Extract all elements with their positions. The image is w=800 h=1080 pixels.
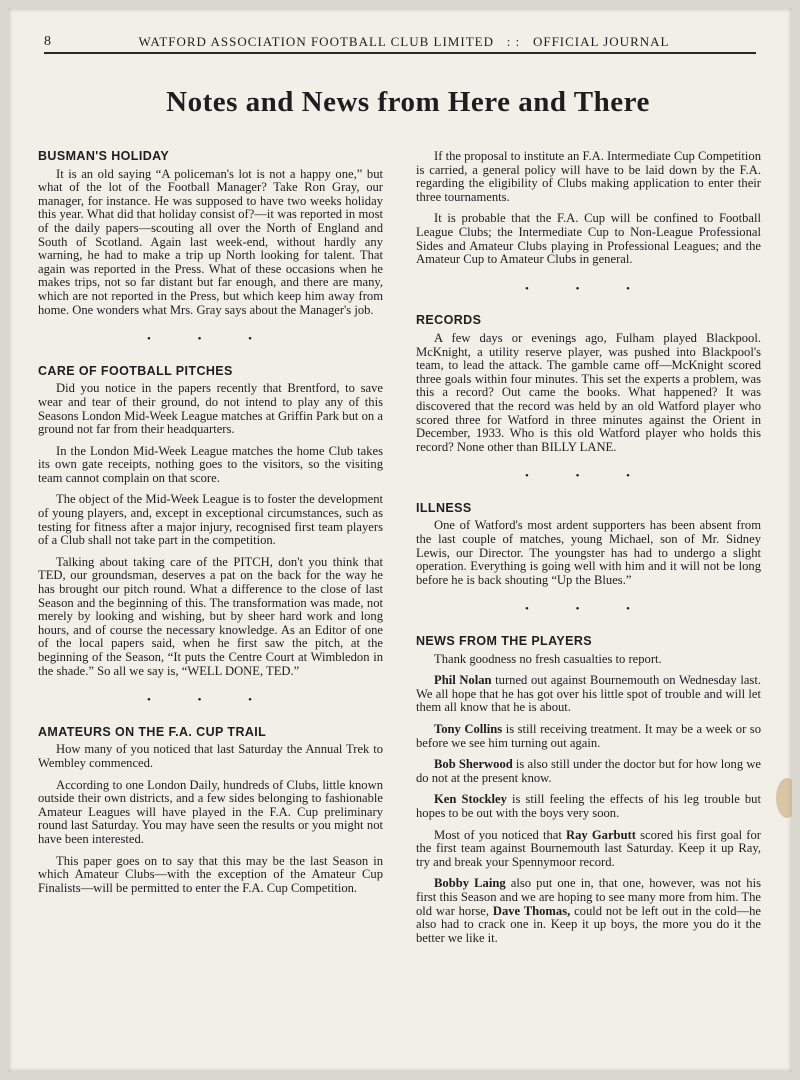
player-name: Phil Nolan: [434, 673, 492, 688]
amateurs-text-1: How many of you noticed that last Saturday the Annual Trek to Wembley commenced.: [38, 742, 383, 770]
pitches-text-2: In the London Mid-Week League matches the home Club takes its own gate receipts, nothing goes to the visitors, so the visiting team cannot complain on that score.: [38, 443, 383, 485]
player-name: Ray Garbutt: [566, 827, 636, 842]
left-column: [38, 150, 383, 903]
section-divider: • • •: [146, 694, 275, 707]
player-name: Bob Sherwood: [434, 757, 513, 772]
busman-text: It is an old saying “A policeman's lot is not a happy one,” but what of the lot of the Football Manager? Take Ron Gray, our manager, for instance. He was supposed to have two weeks holiday this year. What did that holiday consist of?—it was reported in most of the daily papers—scouting all over the North of England and South of Scotland. Again last week-end, without hardly any warning, he had to make a trip up North looking for talent. That again was reported in the Press. What of these occasions when he makes trips, not so far distant but far enough, and there are many, which are not reported in the Press, but which keep him away from home. One wonders what Mrs. Gray says about the Manager's job.: [38, 166, 383, 317]
records-text: A few days or evenings ago, Fulham played Blackpool. McKnight, a utility reserve player, was pushed into Blackpool's team, to lead the attack. The gamble came off—McKnight scored three goals within four minutes. This set the experts a problem, was this a record? Out came the books. What happened? It was discovered that the record was held by an old Watford player who scored three for Watford in three minutes against the Orient in December, 1933. Who is this old Watford player who holds this record? None other than BILLY LANE.: [416, 330, 761, 454]
players-intro: Thank goodness no fresh casualties to report.: [434, 651, 662, 666]
pitches-text-3: The object of the Mid-Week League is to foster the development of young players, and, except in exceptional circumstances, such as testing for fitness after a major injury, recognised first team players of a Club shall not take part in the competition.: [38, 492, 383, 548]
page-number: 8: [44, 34, 52, 49]
amateurs-text-2: According to one London Daily, hundreds of Clubs, little known outside their own districts, and a few sides belonging to fashionable Amateur Leagues will have played in the F.A. Cup preliminary round last Saturday. You may have seen the results or you might not have been interested.: [38, 777, 383, 846]
player-note-text: is still receiving treatment. It may be a week or so before we see him turning out again.: [416, 722, 761, 750]
players-heading: NEWS FROM THE PLAYERS: [416, 634, 593, 649]
section-divider: • • •: [524, 603, 653, 616]
player-note-text: also put one in, that one, however, was not his first this Season and we are hoping to see many more from him. The old war horse,: [416, 876, 761, 918]
illness-heading: ILLNESS: [416, 500, 472, 515]
amateurs-text-3: This paper goes on to say that this may be the last Season in which Amateur Clubs—with the exception of the Amateur Cup Finalists—will be permitted to enter the F.A. Cup Competition.: [38, 853, 383, 895]
player-note-text: scored his first goal for the first team against Bournemouth last Saturday. Keep it up Ray, try and break your Spennymoor record.: [416, 827, 761, 869]
pitches-heading: CARE OF FOOTBALL PITCHES: [38, 363, 233, 378]
section-divider: • • •: [146, 333, 275, 346]
player-note-stockley: [416, 793, 761, 820]
illness-text: One of Watford's most ardent supporters has been absent from the last couple of matches, young Michael, son of Mr. Sidney Lewis, our Director. The youngster has had to undergo a slight operation. Everything is going well with him and it will not be long before he is back shouting “Up the Blues.”: [416, 518, 761, 587]
player-name: Tony Collins: [434, 722, 503, 736]
section-divider: • • •: [524, 282, 653, 295]
right-column: [416, 150, 761, 953]
player-note-garbutt: [416, 829, 761, 870]
cup-text-1: If the proposal to institute an F.A. Intermediate Cup Competition is carried, a general policy will have to be laid down by the F.A. regarding the eligibility of Clubs making application to enter their three tournaments.: [416, 149, 761, 204]
pitches-text-4: Talking about taking care of the PITCH, don't you think that TED, our groundsman, deserves a pat on the back for the way he has brought our pitch round. What a difference to the close of last Season and the beginning of this. The transformation was made, not merely by looking and wishing, but by sheer hard work and long hours, and of course the necessary knowledge. As an Editor of one of the local papers said, when he first saw the pitch, at the beginning of the Season, “It puts the Centre Court at Wimbledon in the shade.” So all we say is, “WELL DONE, TED.”: [38, 554, 383, 678]
header-title: [52, 34, 756, 50]
player-note-nolan: [416, 674, 761, 715]
player-note-text: is still feeling the effects of his leg trouble but hopes to be out with the boys very soon.: [416, 792, 761, 820]
records-heading: RECORDS: [416, 313, 482, 328]
club-name: WATFORD ASSOCIATION FOOTBALL CLUB LIMITED: [138, 34, 494, 49]
paper-stain: [776, 778, 792, 818]
page-header: [44, 26, 756, 54]
header-separator: : :: [506, 34, 521, 49]
player-name: Dave Thomas,: [492, 903, 571, 918]
player-note-text: turned out against Bournemouth on Wednesday last. We all hope that he has got over his little spot of trouble and will let them all know that he is about.: [416, 673, 761, 715]
page-title: Notes and News from Here and There: [166, 86, 650, 118]
journal-page: [8, 8, 792, 1072]
player-note-sherwood: [416, 758, 761, 785]
player-name: Ken Stockley: [434, 792, 507, 807]
player-note-text: is also still under the doctor but for how long we do not at the present know.: [416, 757, 761, 785]
player-note-text: could not be left out in the cold—he also had to crack one in. Keep it up boys, the more you do it the better we like it.: [416, 903, 761, 945]
player-name: Bobby Laing: [434, 876, 506, 891]
amateurs-heading: AMATEURS ON THE F.A. CUP TRAIL: [38, 724, 267, 739]
busman-heading: BUSMAN'S HOLIDAY: [38, 149, 170, 163]
journal-name: OFFICIAL JOURNAL: [532, 34, 670, 49]
section-divider: • • •: [524, 470, 653, 483]
pitches-text-1: Did you notice in the papers recently that Brentford, to save wear and tear of their ground, do not intend to play any of this Seasons London Mid-Week League matches at Griffin Park but on a ground not far from their headquarters.: [38, 381, 383, 437]
cup-text-2: It is probable that the F.A. Cup will be confined to Football League Clubs; the Intermediate Cup to Non-League Professional Sides and Amateur Clubs playing in Professional Leagues; and the Amateur Cup to Amateur Clubs in general.: [416, 211, 761, 267]
player-note-collins: [416, 723, 761, 750]
player-note-text: Most of you noticed that: [434, 827, 567, 842]
player-note-laing: [416, 877, 761, 945]
